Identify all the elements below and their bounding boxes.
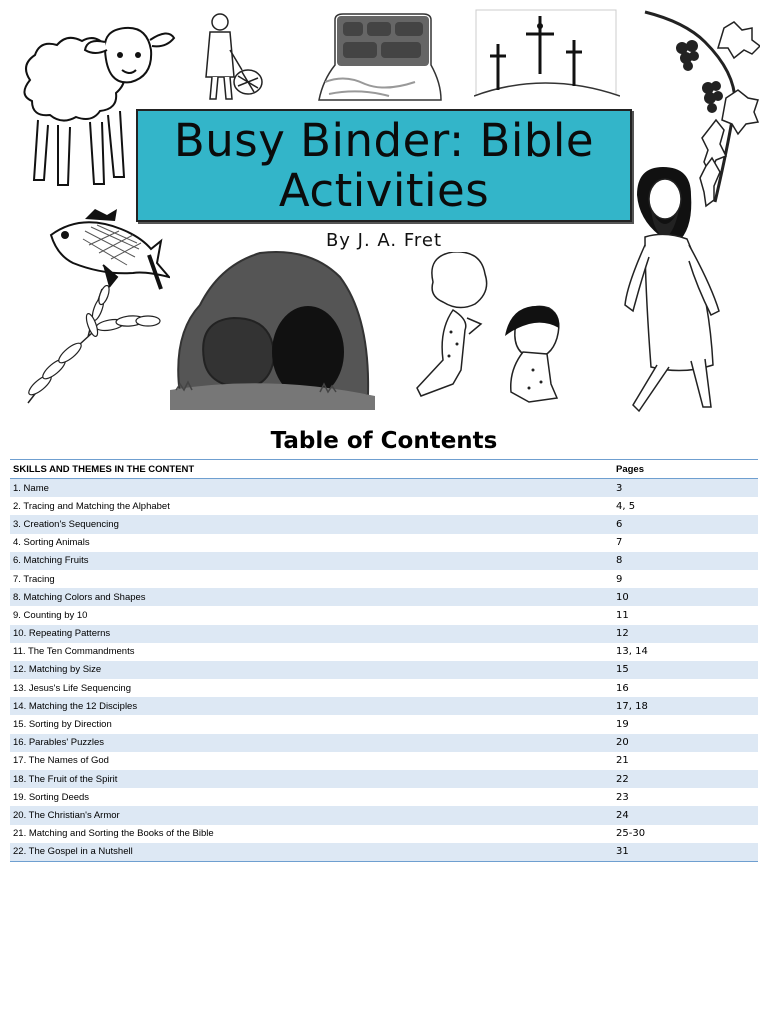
toc-item-label: 17. The Names of God — [13, 755, 109, 767]
toc-item-label: 18. The Fruit of the Spirit — [10, 770, 616, 788]
table-row — [10, 715, 758, 733]
toc-item-label: 20. The Christian's Armor — [10, 806, 616, 824]
toc-item-pages: 12 — [616, 625, 758, 643]
toc-item-label: 21. Matching and Sorting the Books of the Bible — [13, 828, 214, 840]
table-row — [10, 770, 758, 788]
book-title — [164, 113, 604, 217]
table-row — [10, 806, 758, 824]
toc-item-pages: 21 — [616, 755, 629, 767]
toc-header-row — [10, 460, 758, 479]
table-row — [10, 788, 758, 806]
toc-item-pages: 4, 5 — [616, 500, 636, 512]
toc-item-label: 16. Parables' Puzzles — [10, 734, 616, 752]
toc-item-pages: 13, 14 — [616, 646, 648, 658]
toc-item-pages: 15 — [616, 661, 758, 679]
toc-item-label: 10. Repeating Patterns — [10, 625, 616, 643]
praying-children-illustration — [405, 252, 570, 412]
author-byline: By J. A. Fret — [325, 230, 443, 251]
table-row — [10, 552, 758, 570]
toc-item-label: 9. Counting by 10 — [13, 609, 88, 621]
toc-item-label: 7. Tracing — [13, 573, 55, 585]
toc-item-label: 2. Tracing and Matching the Alphabet — [13, 500, 170, 512]
toc-table — [10, 459, 758, 862]
man-with-basket-illustration — [198, 10, 268, 105]
table-row — [10, 697, 758, 715]
empty-tomb-illustration — [170, 250, 375, 410]
toc-item-pages: 20 — [616, 734, 758, 752]
toc-item-label: 4. Sorting Animals — [13, 537, 90, 549]
toc-item-pages: 31 — [616, 843, 758, 862]
table-row — [10, 570, 758, 588]
toc-item-label: 14. Matching the 12 Disciples — [10, 697, 616, 715]
toc-item-label: 22. The Gospel in a Nutshell — [10, 843, 616, 862]
olive-branch-illustration — [18, 285, 163, 410]
toc-item-pages: 17, 18 — [616, 697, 758, 715]
book-title-line1: Busy Binder: Bible — [173, 113, 595, 167]
table-row — [10, 734, 758, 752]
toc-body — [10, 479, 758, 862]
jesus-walking-illustration — [615, 165, 735, 425]
toc-item-pages: 16 — [616, 682, 629, 694]
title-banner — [136, 109, 632, 222]
toc-item-label: 12. Matching by Size — [10, 661, 616, 679]
toc-item-pages: 24 — [616, 806, 758, 824]
table-row — [10, 479, 758, 498]
toc-item-pages: 11 — [616, 609, 629, 621]
table-row — [10, 679, 758, 697]
toc-item-pages: 10 — [616, 588, 758, 606]
toc-item-label: 3. Creation's Sequencing — [10, 515, 616, 533]
toc-item-label: 11. The Ten Commandments — [13, 646, 135, 658]
table-row — [10, 606, 758, 624]
toc-item-pages: 25-30 — [616, 828, 646, 840]
pages-column-header: Pages — [616, 460, 758, 479]
toc-item-pages: 7 — [616, 537, 623, 549]
book-title-line2: Activities — [278, 163, 490, 217]
toc-item-pages: 3 — [616, 479, 758, 498]
toc-item-label: 19. Sorting Deeds — [13, 791, 90, 803]
table-row — [10, 515, 758, 533]
table-row — [10, 497, 758, 515]
toc-item-label: 15. Sorting by Direction — [13, 719, 112, 731]
table-row — [10, 661, 758, 679]
toc-heading: Table of Contents — [270, 428, 498, 454]
toc-item-pages: 6 — [616, 515, 758, 533]
stone-tablet-illustration — [315, 10, 445, 105]
table-row — [10, 643, 758, 661]
table-row — [10, 534, 758, 552]
table-row — [10, 625, 758, 643]
toc-item-pages: 8 — [616, 552, 758, 570]
table-row — [10, 825, 758, 843]
toc-item-pages: 9 — [616, 573, 623, 585]
toc-item-label: 6. Matching Fruits — [10, 552, 616, 570]
table-row — [10, 588, 758, 606]
toc-item-label: 13. Jesus's Life Sequencing — [13, 682, 132, 694]
table-row — [10, 843, 758, 862]
toc-item-label: 8. Matching Colors and Shapes — [10, 588, 616, 606]
table-row — [10, 752, 758, 770]
toc-item-label: 1. Name — [10, 479, 616, 498]
skills-column-header: SKILLS AND THEMES IN THE CONTENT — [10, 460, 616, 479]
toc-item-pages: 22 — [616, 770, 758, 788]
toc-item-pages: 19 — [616, 719, 629, 731]
toc-item-pages: 23 — [616, 791, 629, 803]
crosses-illustration — [474, 8, 620, 100]
